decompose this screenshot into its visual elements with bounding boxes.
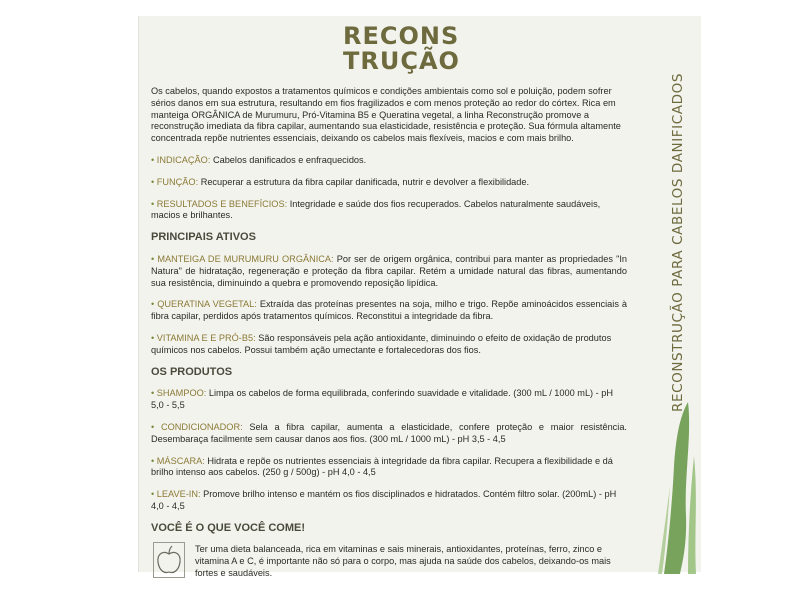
product-item-leave-in <box>151 489 627 513</box>
bullet-icon: • <box>151 489 155 500</box>
closing-paragraph: Ter uma dieta balanceada, rica em vitaminas e sais minerais, antioxidantes, proteínas, ferro, zinco e vitamina A e C, é importante não só para o corpo, mas ajuda na saúde dos cabelos, deixando-os mais fortes e saudáveis. <box>195 544 611 578</box>
intro-paragraph: Os cabelos, quando expostos a tratamentos químicos e condições ambientais como sol e poluição, podem sofrer sérios danos em sua estrutura, resultando em fios fragilizados e com menos proteção ao redor do córtex. Rica em manteiga ORGÂNICA de Murumuru, Pró-Vitamina B5 e Queratina vegetal, a linha Reconstrução promove a reconstrução imediata da fibra capilar, aumentando sua elasticidade, resistência e proteção. Sua fórmula altamente concentrada repõe nutrientes essenciais, deixando os cabelos mais flexíveis, macios e com mais brilho. <box>151 86 621 144</box>
product-text: Limpa os cabelos de forma equilibrada, conferindo suavidade e vitalidade. (300 mL / 1000 mL) - pH 5,0 - 5,5 <box>151 388 614 411</box>
product-label: MÁSCARA: <box>156 455 205 466</box>
side-label: RECONSTRUÇÃO PARA CABELOS DANIFICADOS <box>670 72 686 412</box>
bullet-icon: • <box>151 421 155 432</box>
product-sheet <box>138 16 701 578</box>
bullet-icon: • <box>151 198 155 209</box>
page-title <box>343 24 543 74</box>
product-text: Sela a fibra capilar, aumenta a elasticidade, confere proteção e maior resistência. Desembaraça facilmente sem causar danos aos fios. (300 mL / 1000 mL) - pH 3,5 - 4,5 <box>151 421 627 444</box>
bullet-icon: • <box>151 299 155 310</box>
active-item-vitamina <box>151 333 627 357</box>
active-label: QUERATINA VEGETAL: <box>157 299 257 310</box>
title-line-2: TRUÇÃO <box>343 47 460 75</box>
info-text: Cabelos danificados e enfraquecidos. <box>212 154 367 165</box>
closing-heading: VOCÊ É O QUE VOCÊ COME! <box>151 521 306 534</box>
active-item-murumuru <box>151 254 627 289</box>
bullet-icon: • <box>151 455 155 466</box>
green-brush-stroke <box>658 396 702 576</box>
info-label: RESULTADOS E BENEFÍCIOS: <box>156 198 288 209</box>
info-text: Integridade e saúde dos fios recuperados. Cabelos naturalmente saudáveis, macios e brilhantes. <box>151 198 601 221</box>
actives-heading: PRINCIPAIS ATIVOS <box>151 231 256 244</box>
info-text: Recuperar a estrutura da fibra capilar danificada, nutrir e devolver a flexibilidade. <box>200 176 530 187</box>
info-label: FUNÇÃO: <box>156 176 199 187</box>
product-text: Hidrata e repõe os nutrientes essenciais à integridade da fibra capilar. Recupera a flexibilidade e dá brilho intenso aos cabelos. (250 g / 500g) - pH 4,0 - 4,5 <box>151 455 613 478</box>
product-label: SHAMPOO: <box>156 388 207 399</box>
active-label: MANTEIGA DE MURUMURU ORGÂNICA: <box>157 253 334 264</box>
active-item-queratina <box>151 299 627 323</box>
product-label: LEAVE-IN: <box>156 489 201 500</box>
active-text: Extraída das proteínas presentes na soja, milho e trigo. Repõe aminoácidos essenciais à fibra capilar, perdidos após tratamentos químicos. Reconstitui a integridade da fibra. <box>151 299 627 322</box>
product-label: CONDICIONADOR: <box>160 421 243 432</box>
bullet-icon: • <box>151 388 155 399</box>
bullet-icon: • <box>151 154 155 165</box>
active-text: Por ser de origem orgânica, contribui para manter as propriedades "In Natura" de hidratação, regeneração e proteção da fibra capilar. Retém a umidade natural das fibras, aumentando sua resistência, diminuindo a quebra e promovendo reposição lipídica. <box>151 253 627 288</box>
content-body <box>151 86 627 541</box>
apple-icon <box>153 542 185 578</box>
info-item-resultados <box>151 199 627 223</box>
bullet-icon: • <box>151 176 155 187</box>
bullet-icon: • <box>151 253 155 264</box>
side-banner <box>644 40 704 420</box>
info-item-indicacao <box>151 155 627 167</box>
product-item-condicionador <box>151 422 627 446</box>
products-heading: OS PRODUTOS <box>151 365 233 378</box>
product-item-mascara <box>151 456 627 480</box>
active-label: VITAMINA E E PRÓ-B5: <box>156 332 256 343</box>
info-item-funcao <box>151 177 627 189</box>
active-text: São responsáveis pela ação antioxidante, diminuindo o efeito de oxidação de produtos químicos nos cabelos. Possui também ação umectante e fortalecedoras dos fios. <box>151 332 612 355</box>
info-label: INDICAÇÃO: <box>156 154 211 165</box>
product-text: Promove brilho intenso e mantém os fios disciplinados e hidratados. Contém filtro solar. (200mL) - pH 4,0 - 4,5 <box>151 489 617 511</box>
bullet-icon: • <box>151 332 155 343</box>
product-item-shampoo <box>151 388 627 412</box>
title-line-1: RECONS <box>343 22 460 50</box>
